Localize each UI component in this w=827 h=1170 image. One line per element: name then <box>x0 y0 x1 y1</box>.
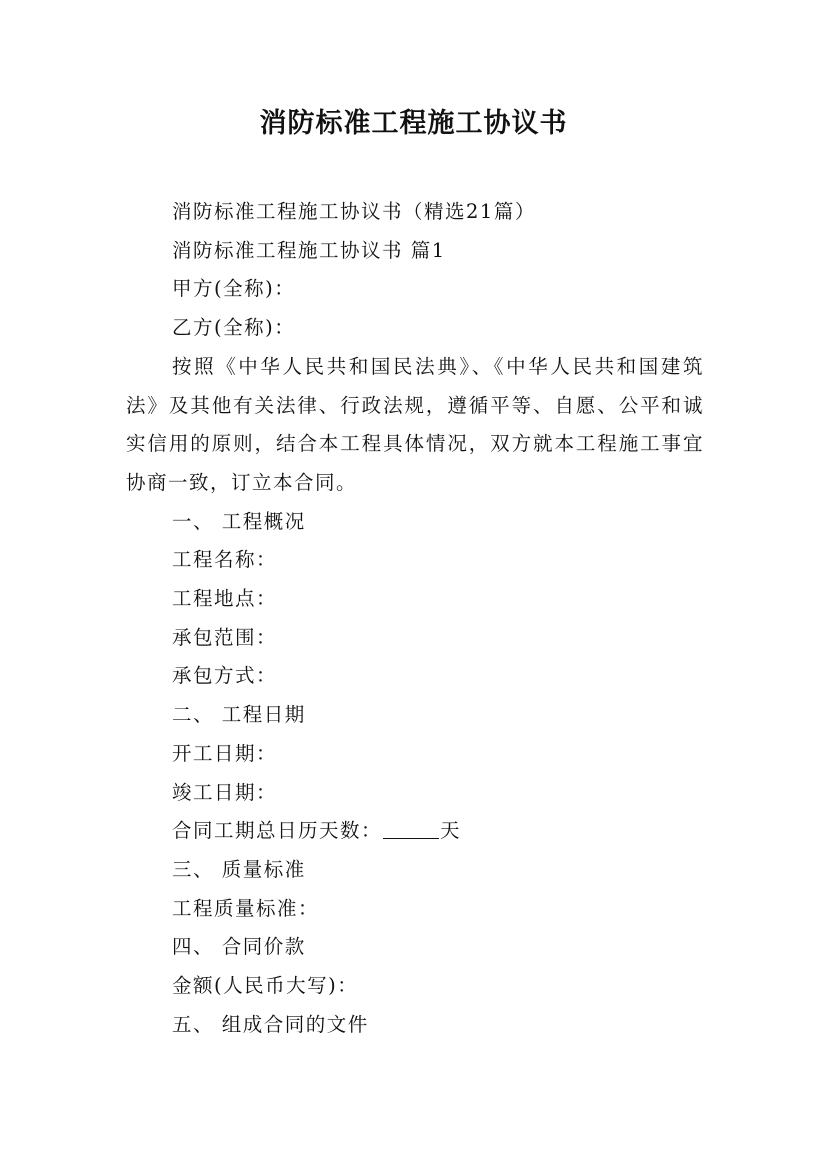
clause-heading-3: 三、 质量标准 <box>172 857 306 881</box>
party-a-line: 甲方(全称)： <box>172 277 296 301</box>
clause-heading-4: 四、 合同价款 <box>172 935 306 959</box>
duration-line <box>126 812 704 851</box>
subtitle-line: 消防标准工程施工协议书（精选21篇） <box>172 200 536 223</box>
amount-line: 金额(人民币大写)： <box>172 974 359 998</box>
document-body <box>126 193 704 1044</box>
project-name-line: 工程名称： <box>172 548 278 572</box>
duration-label: 合同工期总日历天数： <box>172 819 383 843</box>
clause-heading-2: 二、 工程日期 <box>172 703 306 727</box>
clause-heading-1: 一、 工程概况 <box>172 509 306 533</box>
section-heading-line: 消防标准工程施工协议书 篇1 <box>172 238 446 262</box>
contract-method-line: 承包方式： <box>172 664 278 688</box>
document-title: 消防标准工程施工协议书 <box>259 108 568 139</box>
project-location-line: 工程地点： <box>172 587 278 611</box>
clause-heading-5: 五、 组成合同的文件 <box>172 1012 369 1036</box>
duration-blank <box>383 819 439 839</box>
completion-date-line: 竣工日期： <box>172 780 278 804</box>
contract-scope-line: 承包范围： <box>172 625 278 649</box>
start-date-line: 开工日期： <box>172 741 278 765</box>
quality-standard-line: 工程质量标准： <box>172 896 320 920</box>
preamble-paragraph: 按照《中华人民共和国民法典》、《中华人民共和国建筑法》及其他有关法律、行政法规，遵循平等、自愿、公平和诚实信用的原则，结合本工程具体情况，双方就本工程施工事宜协商一致，订立本合同。 <box>126 354 704 494</box>
party-b-line: 乙方(全称)： <box>172 316 296 340</box>
duration-unit: 天 <box>440 819 462 843</box>
